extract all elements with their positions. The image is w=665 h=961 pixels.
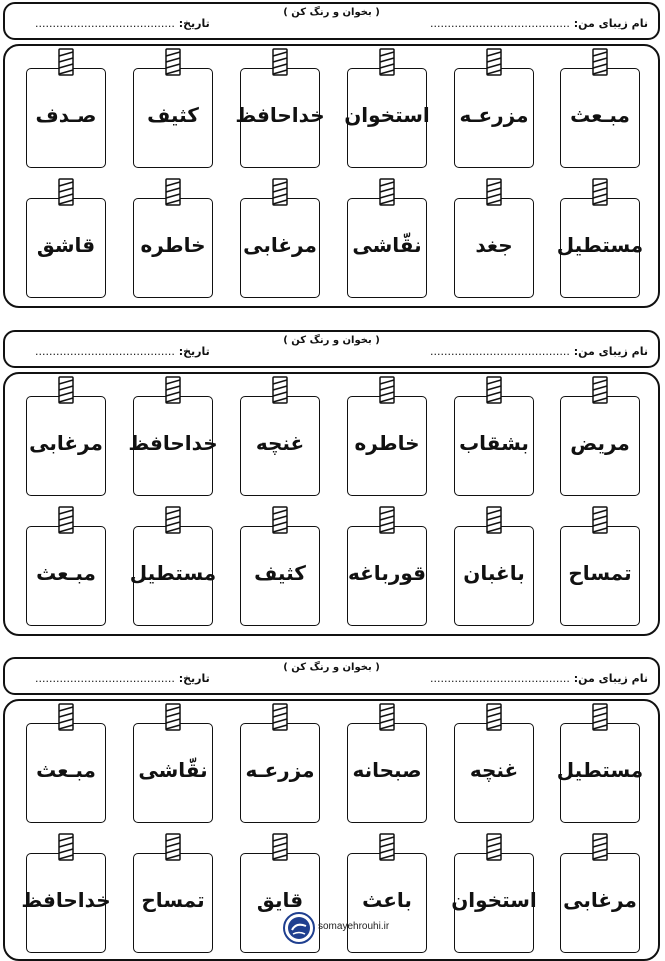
clip-icon xyxy=(272,833,288,861)
word-label: قاشق xyxy=(36,233,96,257)
name-blank: ........................................ xyxy=(430,345,570,358)
clip-icon xyxy=(379,48,395,76)
date-blank: ........................................ xyxy=(35,672,175,685)
word-label: کثیف xyxy=(254,561,306,585)
clip-icon xyxy=(272,48,288,76)
clip-icon xyxy=(486,833,502,861)
word-label: مزرعـه xyxy=(459,103,529,127)
name-label: نام زیبای من: xyxy=(573,672,648,685)
date-field xyxy=(35,17,210,30)
word-card[interactable] xyxy=(240,526,320,626)
word-label: نقّاشی xyxy=(352,233,422,257)
clip-icon xyxy=(165,48,181,76)
word-label: تمساح xyxy=(141,888,205,912)
clip-icon xyxy=(592,506,608,534)
clip-icon xyxy=(486,703,502,731)
date-label: تاریخ: xyxy=(178,17,210,30)
word-card[interactable] xyxy=(26,396,106,496)
word-label: قورباغه xyxy=(348,561,426,585)
clip-icon xyxy=(379,506,395,534)
word-label: مستطیل xyxy=(129,561,217,585)
word-card[interactable] xyxy=(347,853,427,953)
clip-icon xyxy=(379,833,395,861)
word-card-panel xyxy=(3,44,660,308)
clip-icon xyxy=(58,178,74,206)
word-card[interactable] xyxy=(26,526,106,626)
word-label: استخوان xyxy=(451,888,537,912)
word-label: مرغابی xyxy=(29,431,103,455)
word-card[interactable] xyxy=(235,68,325,168)
word-label: باعث xyxy=(362,888,412,912)
word-label: صبحانه xyxy=(352,758,422,782)
clip-icon xyxy=(592,833,608,861)
name-field xyxy=(430,17,648,30)
word-card[interactable] xyxy=(240,198,320,298)
clip-icon xyxy=(592,376,608,404)
word-card[interactable] xyxy=(240,396,320,496)
word-card[interactable] xyxy=(454,198,534,298)
name-label: نام زیبای من: xyxy=(573,17,648,30)
clip-icon xyxy=(379,178,395,206)
word-label: صـدف xyxy=(35,103,97,127)
word-label: مستطیل xyxy=(556,233,644,257)
word-label: غنچه xyxy=(469,758,519,782)
word-card[interactable] xyxy=(556,723,644,823)
word-label: غنچه xyxy=(255,431,305,455)
date-label: تاریخ: xyxy=(178,345,210,358)
word-card-panel xyxy=(3,372,660,636)
word-card[interactable] xyxy=(133,723,213,823)
clip-icon xyxy=(272,376,288,404)
date-label: تاریخ: xyxy=(178,672,210,685)
word-label: بشقاب xyxy=(459,431,529,455)
word-label: استخوان xyxy=(344,103,430,127)
clip-icon xyxy=(592,48,608,76)
word-card[interactable] xyxy=(560,68,640,168)
word-label: خداحافظ xyxy=(21,888,111,912)
date-blank: ........................................ xyxy=(35,345,175,358)
clip-icon xyxy=(165,376,181,404)
clip-icon xyxy=(592,178,608,206)
name-blank: ........................................ xyxy=(430,17,570,30)
word-card[interactable] xyxy=(560,396,640,496)
clip-icon xyxy=(58,376,74,404)
clip-icon xyxy=(165,703,181,731)
word-card[interactable] xyxy=(26,723,106,823)
worksheet-title: ( بخوان و رنگ کن ) xyxy=(283,662,380,673)
word-card[interactable] xyxy=(454,723,534,823)
worksheet-header xyxy=(3,330,660,368)
date-blank: ........................................ xyxy=(35,17,175,30)
clip-icon xyxy=(486,376,502,404)
word-card[interactable] xyxy=(451,853,537,953)
word-label: کثیف xyxy=(147,103,199,127)
word-card[interactable] xyxy=(128,396,218,496)
word-card[interactable] xyxy=(133,68,213,168)
word-card[interactable] xyxy=(240,723,320,823)
name-field xyxy=(430,345,648,358)
clip-icon xyxy=(272,703,288,731)
word-card[interactable] xyxy=(347,396,427,496)
date-field xyxy=(35,345,210,358)
worksheet-title: ( بخوان و رنگ کن ) xyxy=(283,7,380,18)
word-card[interactable] xyxy=(347,198,427,298)
word-label: خاطره xyxy=(354,431,420,455)
clip-icon xyxy=(379,376,395,404)
word-card[interactable] xyxy=(21,853,111,953)
word-card[interactable] xyxy=(454,68,534,168)
clip-icon xyxy=(379,703,395,731)
worksheet-header xyxy=(3,657,660,695)
word-label: تمساح xyxy=(568,561,632,585)
clip-icon xyxy=(272,178,288,206)
word-card[interactable] xyxy=(26,198,106,298)
word-label: مبـعث xyxy=(36,561,96,585)
clip-icon xyxy=(58,506,74,534)
clip-icon xyxy=(58,703,74,731)
word-label: نقّاشی xyxy=(138,758,208,782)
word-card[interactable] xyxy=(133,198,213,298)
worksheet-header xyxy=(3,2,660,40)
word-label: باغبان xyxy=(463,561,525,585)
word-label: مبـعث xyxy=(570,103,630,127)
word-label: مرغابی xyxy=(243,233,317,257)
name-blank: ........................................ xyxy=(430,672,570,685)
word-label: خداحافظ xyxy=(235,103,325,127)
clip-icon xyxy=(165,178,181,206)
word-label: مریض xyxy=(570,431,630,455)
word-card[interactable] xyxy=(129,526,217,626)
clip-icon xyxy=(486,178,502,206)
clip-icon xyxy=(486,48,502,76)
word-label: مبـعث xyxy=(36,758,96,782)
word-label: مستطیل xyxy=(556,758,644,782)
word-card[interactable] xyxy=(454,526,534,626)
clip-icon xyxy=(58,48,74,76)
name-label: نام زیبای من: xyxy=(573,345,648,358)
clip-icon xyxy=(165,833,181,861)
word-label: خاطره xyxy=(140,233,206,257)
site-logo-icon xyxy=(283,912,315,944)
word-card[interactable] xyxy=(347,723,427,823)
worksheet-title: ( بخوان و رنگ کن ) xyxy=(283,335,380,346)
clip-icon xyxy=(592,703,608,731)
word-label: مزرعـه xyxy=(245,758,315,782)
word-card[interactable] xyxy=(454,396,534,496)
word-label: مرغابی xyxy=(563,888,637,912)
clip-icon xyxy=(486,506,502,534)
word-card[interactable] xyxy=(556,198,644,298)
site-url[interactable]: somayehrouhi.ir xyxy=(318,921,390,932)
word-card[interactable] xyxy=(133,853,213,953)
clip-icon xyxy=(165,506,181,534)
word-card[interactable] xyxy=(344,68,430,168)
date-field xyxy=(35,672,210,685)
word-card[interactable] xyxy=(347,526,427,626)
word-label: جغد xyxy=(475,233,513,257)
word-card[interactable] xyxy=(560,853,640,953)
word-card[interactable] xyxy=(560,526,640,626)
word-card[interactable] xyxy=(26,68,106,168)
word-label: قایق xyxy=(256,888,304,912)
name-field xyxy=(430,672,648,685)
clip-icon xyxy=(272,506,288,534)
clip-icon xyxy=(58,833,74,861)
word-label: خداحافظ xyxy=(128,431,218,455)
